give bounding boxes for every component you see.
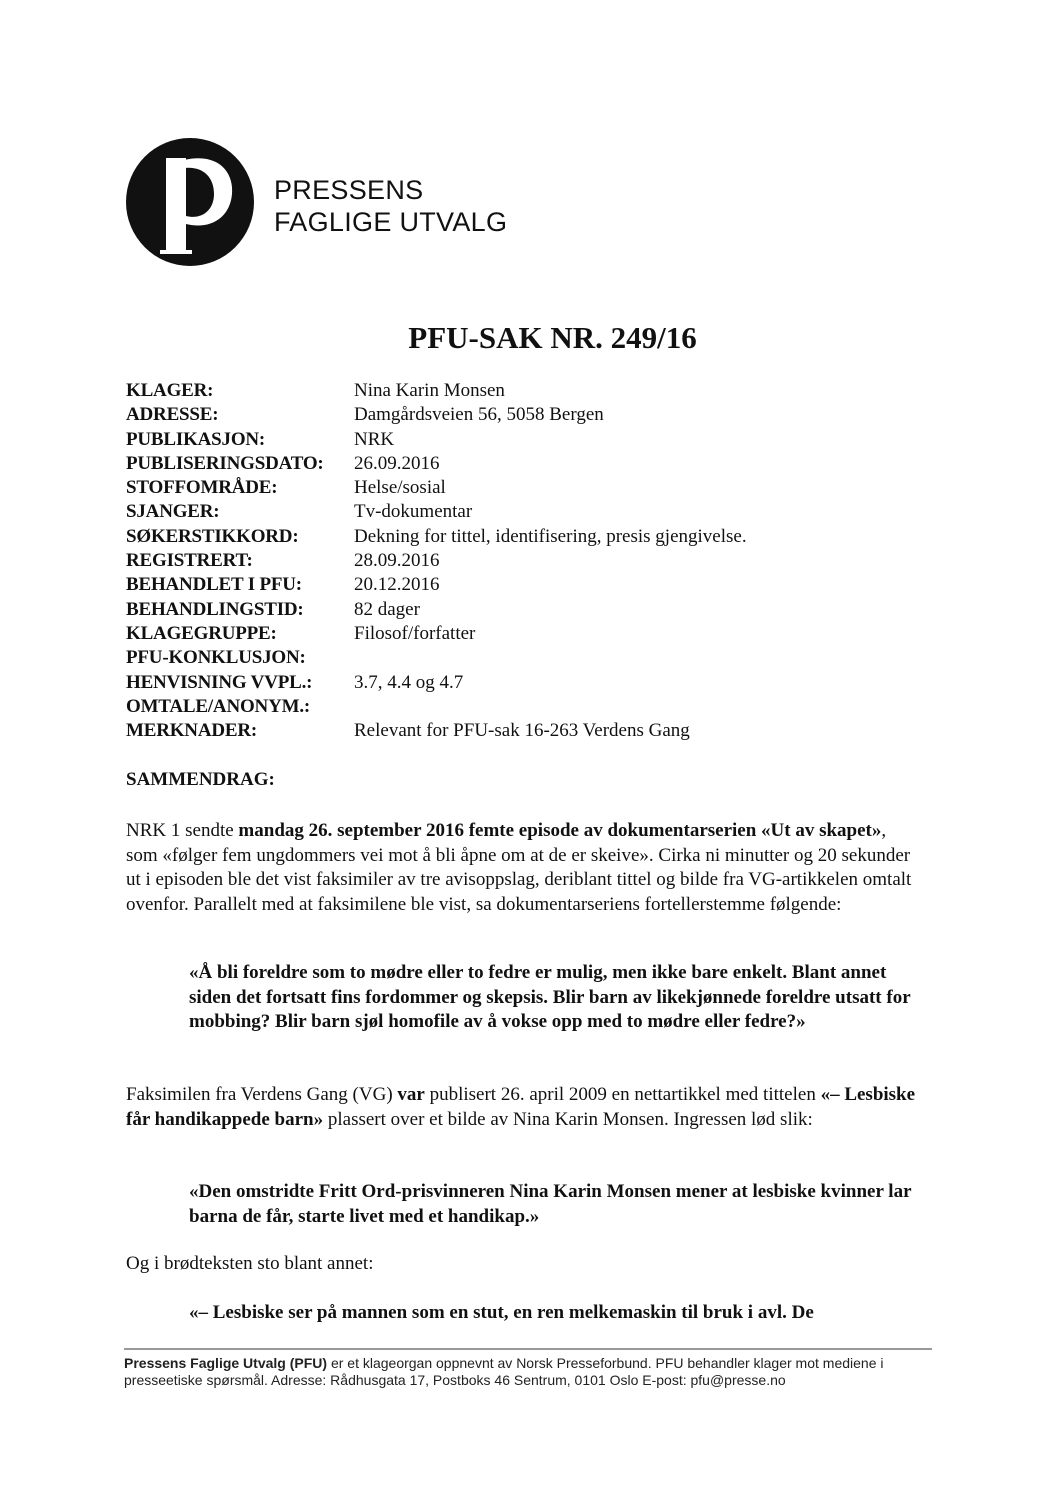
meta-label: PFU-KONKLUSJON: <box>126 647 306 669</box>
meta-value: NRK <box>354 428 395 450</box>
meta-row <box>126 574 926 598</box>
logo-line-1: PRESSENS <box>274 175 424 205</box>
meta-label: PUBLISERINGSDATO: <box>126 452 324 474</box>
meta-value: 3.7, 4.4 og 4.7 <box>354 671 464 693</box>
meta-value: Relevant for PFU-sak 16-263 Verdens Gang <box>354 720 690 742</box>
meta-label: PUBLIKASJON: <box>126 428 266 450</box>
meta-value: Helse/sosial <box>354 477 446 499</box>
meta-row <box>126 429 926 453</box>
footer-divider <box>124 1348 932 1350</box>
meta-label: ADRESSE: <box>126 404 219 426</box>
meta-row <box>126 623 926 647</box>
meta-row <box>126 526 926 550</box>
page-footer <box>124 1355 936 1388</box>
para1-bold: mandag 26. september 2016 femte episode av dokumentarserien «Ut av skapet» <box>238 820 882 841</box>
meta-row <box>126 599 926 623</box>
meta-label: OMTALE/ANONYM.: <box>126 695 310 717</box>
meta-label: KLAGER: <box>126 380 214 401</box>
pfu-logo <box>126 138 526 268</box>
meta-row <box>126 477 926 501</box>
pfu-p-logo-icon <box>126 138 254 266</box>
meta-row <box>126 672 926 696</box>
meta-label: SØKERSTIKKORD: <box>126 525 299 547</box>
meta-value: Damgårdsveien 56, 5058 Bergen <box>354 404 604 426</box>
meta-label: KLAGEGRUPPE: <box>126 622 277 644</box>
para2-part: publisert 26. april 2009 en nettartikkel med tittelen <box>424 1084 821 1105</box>
para1-part: sendte <box>180 820 239 841</box>
summary-heading: SAMMENDRAG: <box>126 769 275 790</box>
paragraph-3: Og i brødteksten sto blant annet: <box>126 1253 374 1274</box>
meta-label: BEHANDLET I PFU: <box>126 574 302 596</box>
meta-row <box>126 720 926 744</box>
meta-row <box>126 453 926 477</box>
meta-value: Filosof/forfatter <box>354 622 476 644</box>
para2-part: Faksimilen fra Verdens Gang (VG) <box>126 1084 398 1105</box>
meta-label: HENVISNING VVPL.: <box>126 671 313 693</box>
para2-bold-title: «– Lesbiske får handikappede barn» <box>126 1084 916 1130</box>
para1-part: NRK 1 <box>126 820 181 841</box>
footer-org: Pressens Faglige Utvalg (PFU) <box>124 1355 328 1371</box>
meta-row <box>126 647 926 671</box>
meta-row <box>126 550 926 574</box>
footer-text: er et klageorgan oppnevnt av Norsk Presseforbund. PFU behandler klager mot mediene i presseetiske spørsmål. Adresse: Rådhusgata 17, Postboks 46 Sentrum, 0101 Oslo E-post: pfu@presse.no <box>124 1355 884 1388</box>
meta-row <box>126 696 926 720</box>
meta-label: STOFFOMRÅDE: <box>126 477 278 499</box>
para2-bold: var <box>397 1084 425 1105</box>
meta-value: Nina Karin Monsen <box>354 380 505 401</box>
meta-value: 26.09.2016 <box>354 452 440 474</box>
meta-label: BEHANDLINGSTID: <box>126 598 304 620</box>
quote-3: «– Lesbiske ser på mannen som en stut, en ren melkemaskin til bruk i avl. De <box>189 1302 814 1323</box>
meta-label: REGISTRERT: <box>126 550 253 572</box>
para2-part: plassert over et bilde av Nina Karin Monsen. Ingressen lød slik: <box>323 1108 813 1130</box>
paragraph-2 <box>126 1083 916 1132</box>
paragraph-1 <box>126 819 916 917</box>
meta-value: 20.12.2016 <box>354 574 440 596</box>
meta-value: 82 dager <box>354 598 420 620</box>
quote-1: «Å bli foreldre som to mødre eller to fedre er mulig, men ikke bare enkelt. Blant annet siden det fortsatt fins fordommer og skepsis. Blir barn av likekjønnede foreldre utsatt for mobbing? Blir barn sjøl homofile av å vokse opp med to mødre eller fedre?» <box>189 962 911 1032</box>
case-title: PFU-SAK NR. 249/16 <box>408 320 697 355</box>
logo-line-2: FAGLIGE UTVALG <box>274 207 508 237</box>
case-metadata <box>126 380 926 744</box>
logo-wordmark <box>274 174 507 238</box>
meta-value: 28.09.2016 <box>354 550 440 572</box>
meta-value: Dekning for tittel, identifisering, presis gjengivelse. <box>354 525 747 547</box>
meta-label: MERKNADER: <box>126 720 257 742</box>
para1-part: , som «følger fem ungdommers vei mot å bli åpne om at de er skeive». Cirka ni minutter og 20 sekunder ut i episoden ble det vist faksimiler av tre avisoppslag, deriblant tittel og bilde fra VG-artikkelen omtalt ovenfor. Parallelt med at faksimilene ble vist, sa dokumentarseriens fortellerstemme følgende: <box>126 820 912 915</box>
meta-row <box>126 404 926 428</box>
quote-2: «Den omstridte Fritt Ord-prisvinneren Nina Karin Monsen mener at lesbiske kvinner lar barna de får, starte livet med et handikap.» <box>189 1181 912 1227</box>
meta-value: Tv-dokumentar <box>354 501 473 523</box>
meta-row <box>126 501 926 525</box>
meta-row <box>126 380 926 404</box>
meta-label: SJANGER: <box>126 501 220 523</box>
